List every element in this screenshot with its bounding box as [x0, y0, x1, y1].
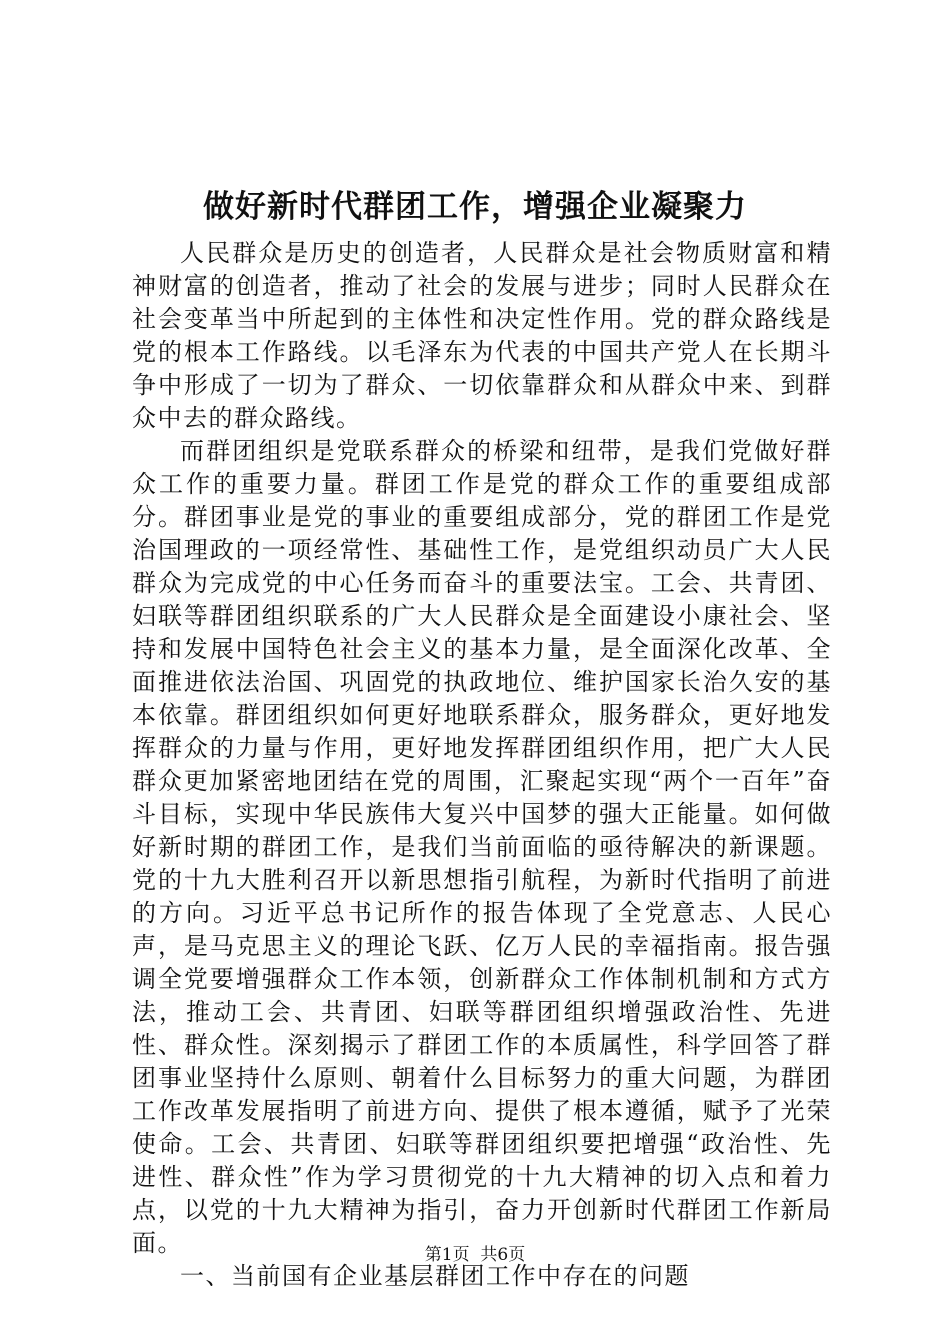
- body-paragraph: 人民群众是历史的创造者，人民群众是社会物质财富和精神财富的创造者，推动了社会的发展与进步；同时人民群众在社会变革当中所起到的主体性和决定性作用。党的群众路线是党的根本工作路线。以毛泽东为代表的中国共产党人在长期斗争中形成了一切为了群众、一切依靠群众和从群众中来、到群众中去的群众路线。: [132, 239, 832, 432]
- body-paragraph: 而群团组织是党联系群众的桥梁和纽带，是我们党做好群众工作的重要力量。群团工作是党的群众工作的重要组成部分。群团事业是党的事业的重要组成部分，党的群团工作是党治国理政的一项经常性、基础性工作，是党组织动员广大人民群众为完成党的中心任务而奋斗的重要法宝。工会、共青团、妇联等群团组织联系的广大人民群众是全面建设小康社会、坚持和发展中国特色社会主义的基本力量，是全面深化改革、全面推进依法治国、巩固党的执政地位、维护国家长治久安的基本依靠。群团组织如何更好地联系群众，服务群众，更好地发挥群众的力量与作用，更好地发挥群团组织作用，把广大人民群众更加紧密地团结在党的周围，汇聚起实现“两个一百年”奋斗目标，实现中华民族伟大复兴中国梦的强大正能量。如何做好新时期的群团工作，是我们当前面临的亟待解决的新课题。党的十九大胜利召开以新思想指引航程，为新时代指明了前进的方向。习近平总书记所作的报告体现了全党意志、人民心声，是马克思主义的理论飞跃、亿万人民的幸福指南。报告强调全党要增强群众工作本领，创新群众工作体制机制和方式方法，推动工会、共青团、妇联等群团组织增强政治性、先进性、群众性。深刻揭示了群团工作的本质属性，科学回答了群团事业坚持什么原则、朝着什么目标努力的重大问题，为群团工作改革发展指明了前进方向、提供了根本遵循，赋予了光荣使命。工会、共青团、妇联等群团组织要把增强“政治性、先进性、群众性”作为学习贯彻党的十九大精神的切入点和着力点，以党的十九大精神为指引，奋力开创新时代群团工作新局面。: [132, 437, 832, 1257]
- document-title: 做好新时代群团工作，增强企业凝聚力: [203, 189, 747, 225]
- document-body: [132, 237, 832, 1293]
- page-number: 第1页 共6页: [424, 1245, 526, 1265]
- section-heading: 一、当前国有企业基层群团工作中存在的问题: [180, 1262, 690, 1290]
- page-footer: [0, 1244, 950, 1266]
